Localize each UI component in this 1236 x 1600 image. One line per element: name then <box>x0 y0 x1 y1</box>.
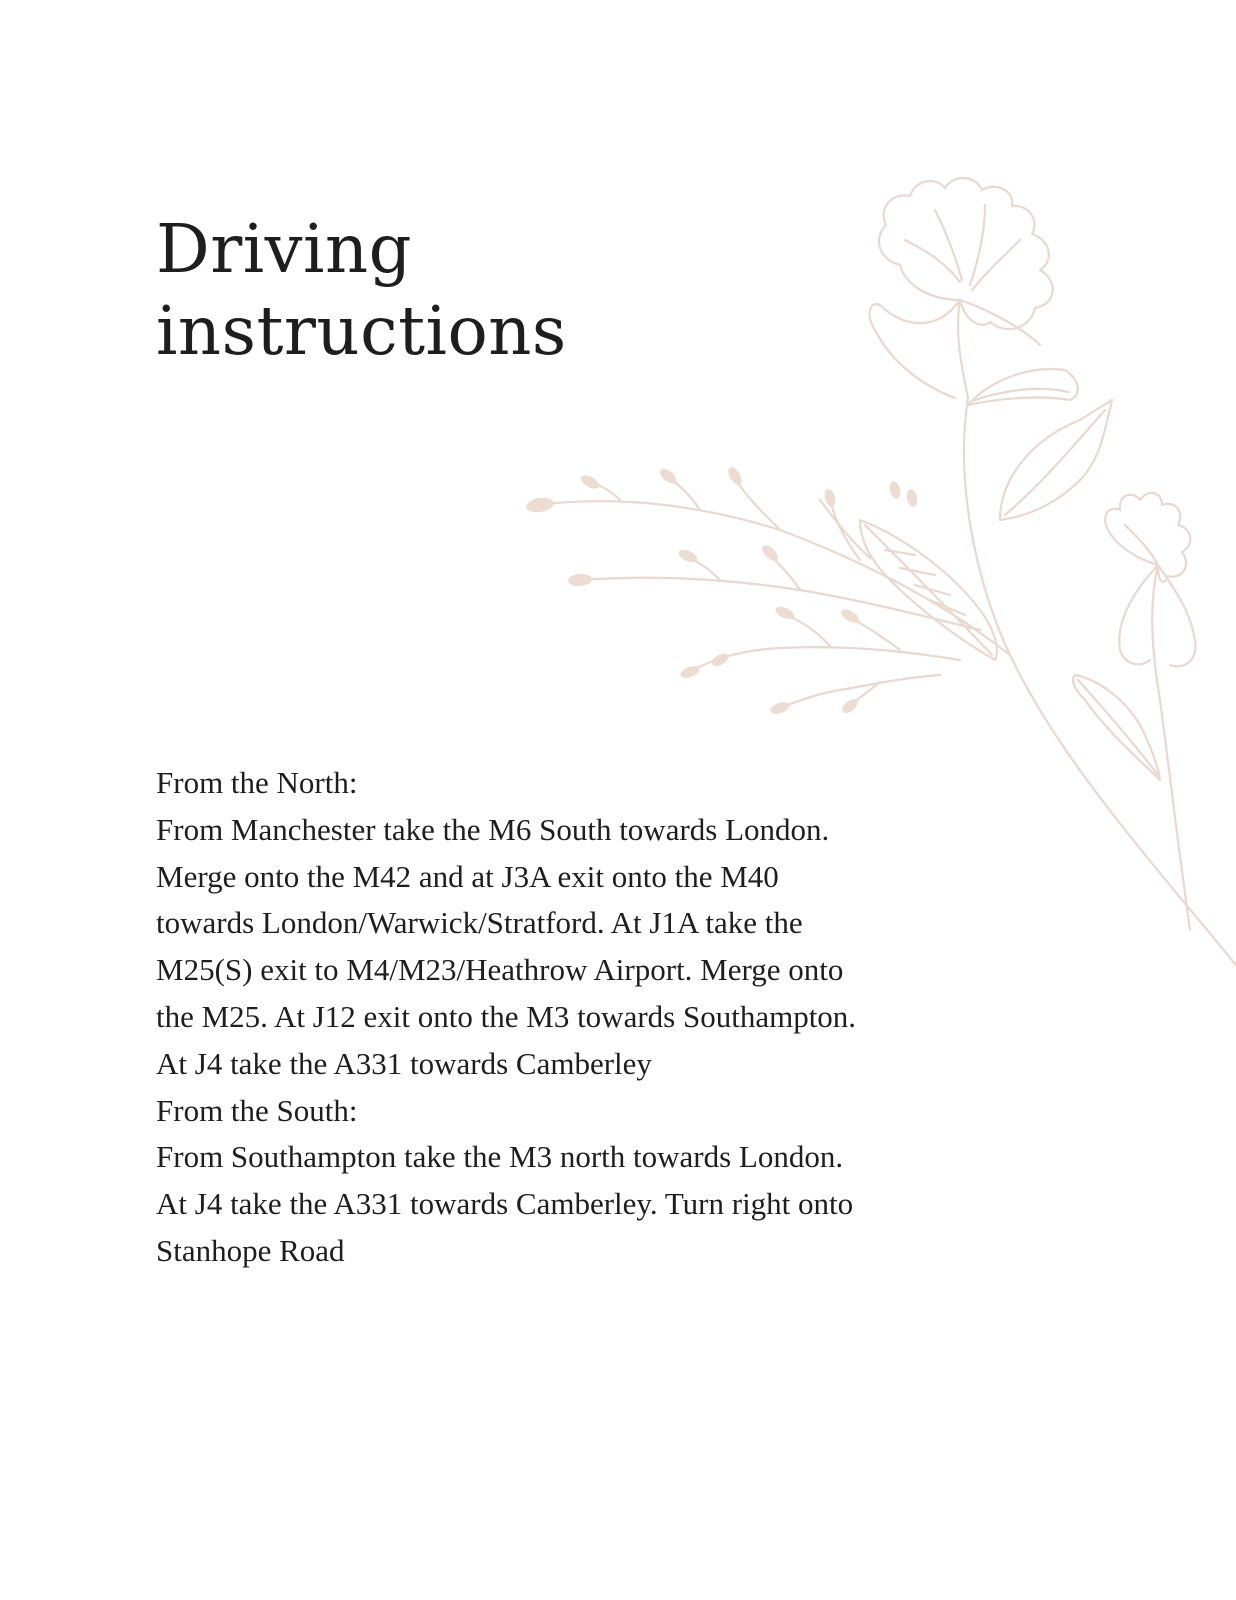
text-line: Stanhope Road <box>156 1232 345 1268</box>
page-title <box>156 208 567 372</box>
text-line: At J4 take the A331 towards Camberley. Turn right onto <box>156 1186 854 1222</box>
text-line: the M25. At J12 exit onto the M3 towards Southampton. <box>156 998 857 1034</box>
section-heading-north: From the North: <box>156 765 358 800</box>
section-heading-south: From the South: <box>156 1092 358 1128</box>
text-line: towards London/Warwick/Stratford. At J1A take the <box>156 905 803 941</box>
directions-text <box>156 760 976 1275</box>
title-line: instructions <box>156 292 567 370</box>
text-line: M25(S) exit to M4/M23/Heathrow Airport. Merge onto <box>156 952 844 988</box>
text-line: Merge onto the M42 and at J3A exit onto the M40 <box>156 858 779 894</box>
text-line: At J4 take the A331 towards Camberley <box>156 1045 652 1081</box>
text-line: From Manchester take the M6 South towards London. <box>156 811 830 847</box>
title-line: Driving <box>156 210 412 288</box>
text-line: From Southampton take the M3 north towards London. <box>156 1139 844 1175</box>
